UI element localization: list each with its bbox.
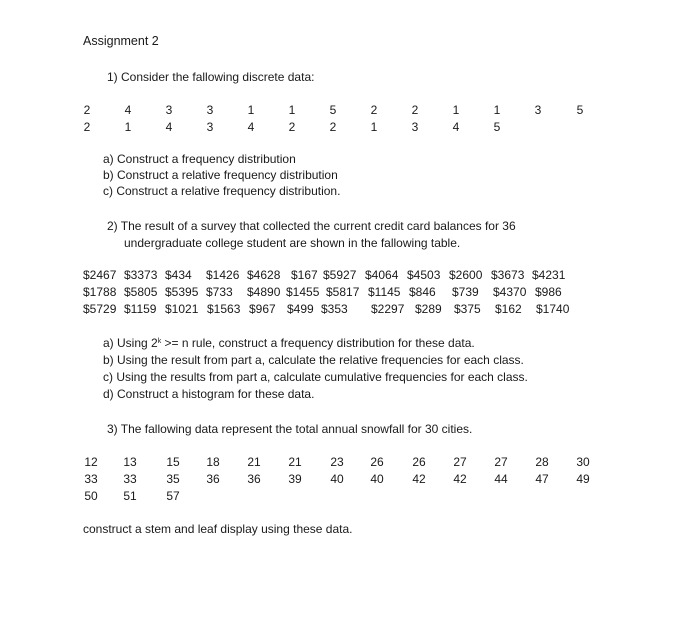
snowfall-value: 23 [330,455,344,469]
balance-value: $986 [535,285,562,299]
q3-data-row-3 [0,489,700,505]
balance-value: $1145 [368,285,401,299]
q1-value: 4 [124,103,132,117]
balance-value: $2467 [83,268,117,282]
snowfall-value: 36 [247,472,261,486]
balance-value: $1563 [207,302,241,316]
q2-item-a [103,336,475,350]
balance-value: $4231 [532,268,566,282]
q1-data-row-1 [0,103,700,119]
q1-value: 4 [165,120,173,134]
snowfall-value: 21 [247,455,261,469]
snowfall-value: 57 [166,489,180,503]
q1-value: 5 [329,103,337,117]
balance-value: $499 [287,302,314,316]
q3-instruction: construct a stem and leaf display using these data. [83,522,353,536]
snowfall-value: 30 [576,455,590,469]
q3-data-row-2 [0,472,700,488]
snowfall-value: 44 [494,472,508,486]
q1-value: 2 [83,103,91,117]
snowfall-value: 28 [535,455,549,469]
q2-item-a-post: >= n rule, construct a frequency distribution for these data. [161,336,475,350]
balance-value: $846 [409,285,436,299]
q1-value: 1 [452,103,460,117]
balance-value: $1740 [536,302,570,316]
balance-value: $1021 [165,302,199,316]
balance-value: $1455 [286,285,320,299]
balance-value: $3673 [491,268,525,282]
balance-value: $162 [495,302,522,316]
q1-data-row-2 [0,120,700,136]
question-2-prompt-line-1: 2) The result of a survey that collected the current credit card balances for 36 [107,219,516,233]
question-1-prompt: 1) Consider the fallowing discrete data: [107,70,315,84]
question-3-prompt: 3) The fallowing data represent the total annual snowfall for 30 cities. [107,422,473,436]
balance-value: $5395 [165,285,199,299]
q1-value: 5 [576,103,584,117]
q1-value: 5 [493,120,501,134]
balance-value: $5729 [83,302,117,316]
snowfall-value: 40 [370,472,384,486]
snowfall-value: 51 [123,489,137,503]
q1-value: 3 [534,103,542,117]
balance-value: $967 [249,302,276,316]
q2-item-b: b) Using the result from part a, calculate the relative frequencies for each class. [103,353,524,367]
balance-value: $3373 [124,268,158,282]
q1-value: 3 [411,120,419,134]
balance-value: $375 [454,302,481,316]
exponent-k: k [157,338,162,345]
snowfall-value: 15 [166,455,180,469]
q1-value: 3 [206,120,214,134]
q1-value: 3 [165,103,173,117]
q2-item-a-pre: a) Using 2 [103,336,158,350]
question-2-prompt-line-2: undergraduate college student are shown in the fallowing table. [124,236,461,250]
balance-value: $4370 [493,285,527,299]
q1-value: 2 [329,120,337,134]
q1-value: 1 [124,120,132,134]
q2-item-d: d) Construct a histogram for these data. [103,387,315,401]
balance-value: $4628 [247,268,281,282]
q1-value: 2 [83,120,91,134]
q1-value: 2 [288,120,296,134]
balance-value: $167 [291,268,318,282]
snowfall-value: 47 [535,472,549,486]
snowfall-value: 33 [84,472,98,486]
snowfall-value: 49 [576,472,590,486]
balance-value: $4503 [407,268,441,282]
snowfall-value: 35 [166,472,180,486]
balance-value: $1159 [124,302,157,316]
page-title: Assignment 2 [83,34,159,48]
q1-value: 2 [370,103,378,117]
balance-value: $4890 [247,285,281,299]
balance-value: $4064 [365,268,399,282]
balance-value: $434 [165,268,192,282]
snowfall-value: 21 [288,455,302,469]
balance-value: $2600 [449,268,483,282]
snowfall-value: 26 [412,455,426,469]
balance-value: $5927 [323,268,357,282]
balance-value: $5817 [326,285,360,299]
balance-value: $1788 [83,285,117,299]
snowfall-value: 18 [206,455,220,469]
snowfall-value: 27 [453,455,467,469]
q1-value: 4 [247,120,255,134]
snowfall-value: 42 [453,472,467,486]
balance-value: $1426 [206,268,240,282]
snowfall-value: 13 [123,455,137,469]
q1-item-a: a) Construct a frequency distribution [103,152,296,166]
q1-value: 1 [370,120,378,134]
snowfall-value: 33 [123,472,137,486]
q1-value: 1 [247,103,255,117]
snowfall-value: 39 [288,472,302,486]
q1-value: 4 [452,120,460,134]
balance-value: $733 [206,285,233,299]
q1-value: 2 [411,103,419,117]
q1-value: 1 [493,103,501,117]
q1-value: 1 [288,103,296,117]
q1-item-b: b) Construct a relative frequency distribution [103,168,338,182]
q3-data-row-1 [0,455,700,471]
balance-value: $289 [415,302,442,316]
snowfall-value: 27 [494,455,508,469]
snowfall-value: 42 [412,472,426,486]
balance-value: $2297 [371,302,405,316]
snowfall-value: 12 [84,455,98,469]
q2-item-c: c) Using the results from part a, calculate cumulative frequencies for each class. [103,370,528,384]
snowfall-value: 50 [84,489,98,503]
q1-value: 3 [206,103,214,117]
snowfall-value: 36 [206,472,220,486]
balance-value: $353 [321,302,348,316]
balance-value: $5805 [124,285,158,299]
q1-item-c: c) Construct a relative frequency distribution. [103,184,341,198]
snowfall-value: 26 [370,455,384,469]
snowfall-value: 40 [330,472,344,486]
balance-value: $739 [452,285,479,299]
